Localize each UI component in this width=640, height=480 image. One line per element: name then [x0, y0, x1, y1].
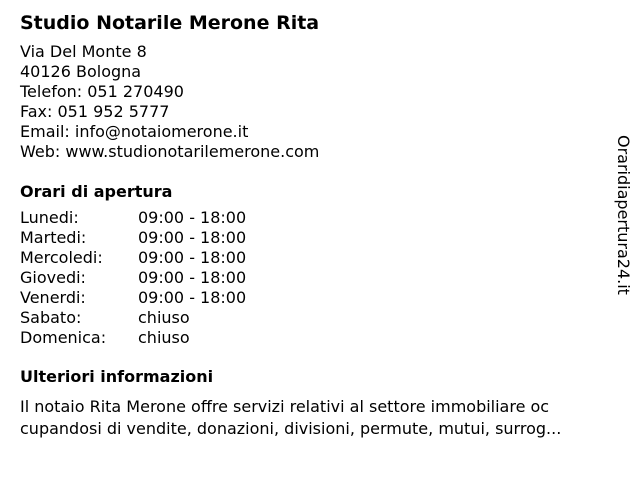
hours-time-value: 09:00 - 18:00 — [138, 228, 247, 247]
hours-day-label: Sabato: — [20, 308, 82, 327]
hours-time-value: 09:00 - 18:00 — [138, 268, 247, 287]
hours-row-sunday — [20, 328, 610, 348]
contact-block — [20, 42, 610, 162]
more-info-text — [20, 396, 610, 440]
hours-day-label: Mercoledi: — [20, 248, 103, 267]
hours-time-value: 09:00 - 18:00 — [138, 288, 247, 307]
hours-row-wednesday — [20, 248, 610, 268]
hours-day-label: Domenica: — [20, 328, 107, 347]
hours-row-tuesday — [20, 228, 610, 248]
page-title: Studio Notarile Merone Rita — [20, 12, 320, 34]
hours-day-label: Lunedi: — [20, 208, 79, 227]
business-card — [20, 10, 610, 440]
hours-time-value: 09:00 - 18:00 — [138, 248, 247, 267]
email-line: Email: info@notaiomerone.it — [20, 122, 249, 141]
hours-time-value: 09:00 - 18:00 — [138, 208, 247, 227]
more-info-line-2: cupandosi di vendite, donazioni, divisioni, permute, mutui, surrog... — [20, 419, 562, 438]
hours-row-friday — [20, 288, 610, 308]
more-info-line-1: Il notaio Rita Merone offre servizi relativi al settore immobiliare oc — [20, 397, 550, 416]
opening-hours-heading: Orari di apertura — [20, 182, 173, 201]
address-line-1: Via Del Monte 8 — [20, 42, 147, 61]
hours-time-value: chiuso — [138, 328, 190, 347]
hours-day-label: Martedi: — [20, 228, 87, 247]
opening-hours-list — [20, 208, 610, 348]
hours-day-label: Venerdi: — [20, 288, 86, 307]
hours-row-monday — [20, 208, 610, 228]
web-line: Web: www.studionotarilemerone.com — [20, 142, 320, 161]
hours-day-label: Giovedi: — [20, 268, 86, 287]
watermark-text: Oraridiapertura24.it — [614, 135, 633, 295]
hours-row-thursday — [20, 268, 610, 288]
more-info-heading: Ulteriori informazioni — [20, 367, 214, 386]
hours-row-saturday — [20, 308, 610, 328]
fax-line: Fax: 051 952 5777 — [20, 102, 170, 121]
hours-time-value: chiuso — [138, 308, 190, 327]
address-line-2: 40126 Bologna — [20, 62, 142, 81]
phone-line: Telefon: 051 270490 — [20, 82, 184, 101]
